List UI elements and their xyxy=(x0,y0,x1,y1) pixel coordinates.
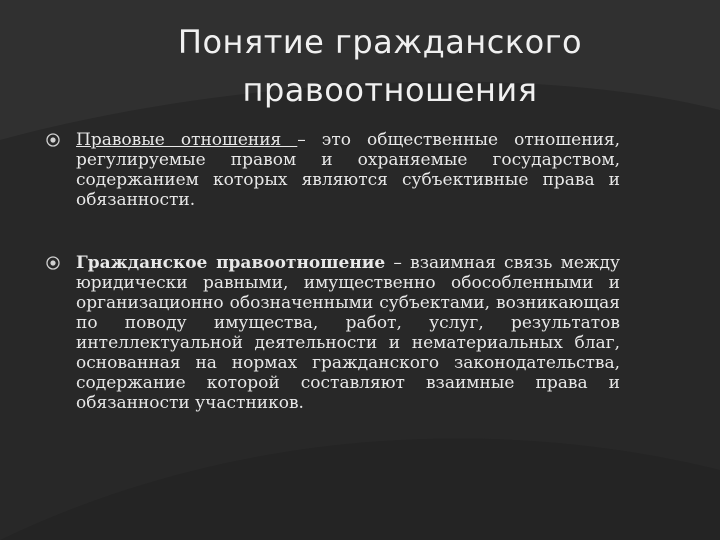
bullet-definition: – взаимная связь между юридически равными, имущественно обособленными и организационно обозначенными субъектами, возникающая по поводу имущества, работ, услуг, результатов интеллектуальной деятельности и нематериальных благ, основанная на нормах гражданского законодательства, содержание которой составляют взаимные права и обязанности участников. xyxy=(76,253,620,413)
circle-target-icon xyxy=(46,133,60,147)
bullet-definition: – это общественные отношения, регулируемые правом и охраняемые государством, содержанием которых являются субъективные права и обязанности. xyxy=(76,130,620,210)
page-title xyxy=(0,18,720,114)
bullet-text xyxy=(76,253,620,413)
bullet-term: Гражданское правоотношение xyxy=(76,253,386,273)
title-line-2: правоотношения xyxy=(242,71,538,109)
bullet-term: Правовые отношения xyxy=(76,130,298,150)
bullet-item-legal-relations xyxy=(48,130,620,210)
bullet-text xyxy=(76,130,620,210)
circle-target-icon xyxy=(46,256,60,270)
title-line-1: Понятие гражданского xyxy=(177,23,583,61)
bullet-item-civil-legal-relation xyxy=(48,253,620,413)
